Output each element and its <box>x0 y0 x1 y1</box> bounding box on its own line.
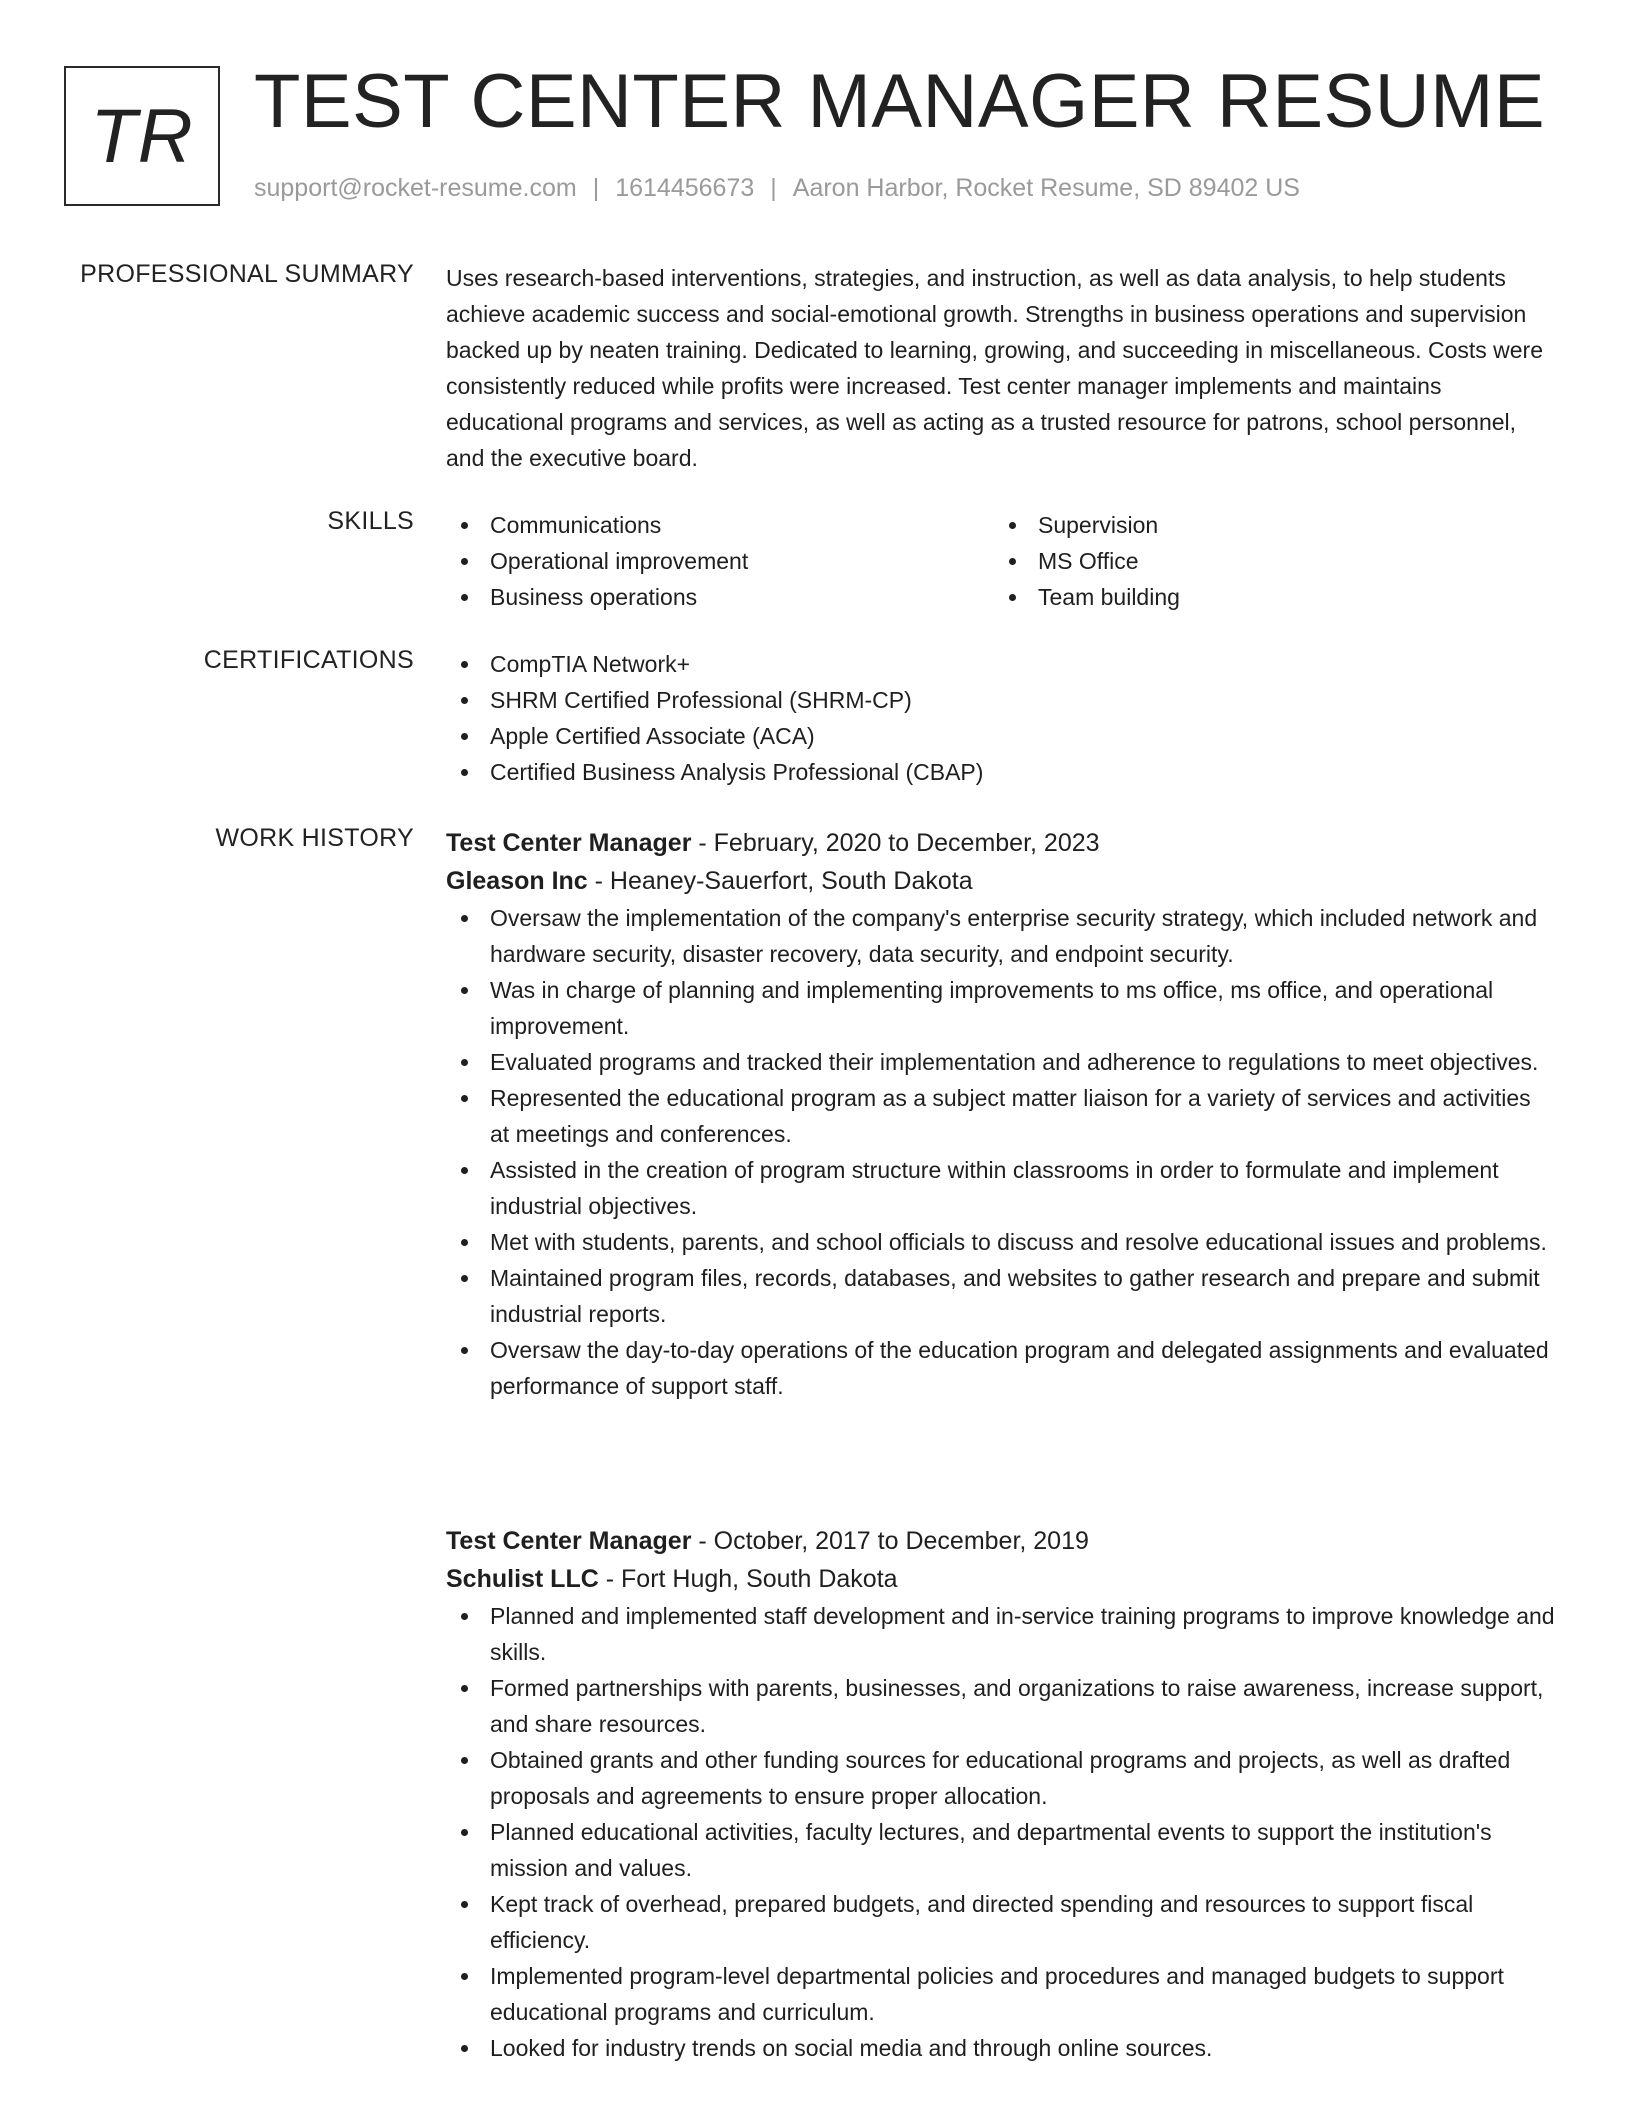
skills-column-right <box>994 507 1542 615</box>
summary-text: Uses research-based interventions, strategies, and instruction, as well as data analysis, to help students achieve academic success and social-emotional growth. Strengths in business operations and supervision backed up by neaten training. Dedicated to learning, growing, and succeeding in miscellaneous. Costs were consistently reduced while profits were increased. Test center manager implements and maintains educational programs and services, as well as acting as a trusted resource for patrons, school personnel, and the executive board. <box>446 265 1543 471</box>
list-item: Implemented program-level departmental policies and procedures and managed budgets to support educational programs and curriculum. <box>446 1958 1556 2030</box>
contact-separator: | <box>770 174 777 202</box>
list-item: Operational improvement <box>446 543 994 579</box>
job-title-line <box>446 824 1556 862</box>
job-company-line <box>446 1560 1556 1598</box>
job-bullets <box>446 900 1556 1404</box>
address: Aaron Harbor, Rocket Resume, SD 89402 US <box>792 174 1300 202</box>
list-item: Team building <box>994 579 1542 615</box>
job-location: - Heaney-Sauerfort, South Dakota <box>587 867 973 895</box>
contact-separator: | <box>592 174 600 202</box>
section-label-summary: PROFESSIONAL SUMMARY <box>80 260 414 288</box>
phone-number: 1614456673 <box>615 174 755 202</box>
list-item: Certified Business Analysis Professional (CBAP) <box>446 754 1556 790</box>
list-item: Apple Certified Associate (ACA) <box>446 718 1556 754</box>
job-title-line <box>446 1522 1556 1560</box>
page-title: TEST CENTER MANAGER RESUME <box>254 59 1546 144</box>
list-item: Evaluated programs and tracked their implementation and adherence to regulations to meet objectives. <box>446 1044 1556 1080</box>
list-item: Business operations <box>446 579 994 615</box>
job-entry <box>446 1522 1556 2066</box>
contact-line <box>254 174 1300 203</box>
section-label-skills: SKILLS <box>327 507 414 535</box>
list-item: Assisted in the creation of program structure within classrooms in order to formulate and implement industrial objectives. <box>446 1152 1556 1224</box>
list-item: Formed partnerships with parents, businesses, and organizations to raise awareness, increase support, and share resources. <box>446 1670 1556 1742</box>
list-item: Supervision <box>994 507 1542 543</box>
job-dates: - February, 2020 to December, 2023 <box>691 829 1100 857</box>
certifications-list <box>446 646 1556 790</box>
job-entry <box>446 824 1556 1404</box>
email-link[interactable]: support@rocket-resume.com <box>254 174 577 202</box>
list-item: Represented the educational program as a subject matter liaison for a variety of services and activities at meetings and conferences. <box>446 1080 1556 1152</box>
list-item: Oversaw the day-to-day operations of the education program and delegated assignments and evaluated performance of support staff. <box>446 1332 1556 1404</box>
list-item: Maintained program files, records, databases, and websites to gather research and prepare and submit industrial reports. <box>446 1260 1556 1332</box>
list-item: Obtained grants and other funding sources for educational programs and projects, as well as drafted proposals and agreements to ensure proper allocation. <box>446 1742 1556 1814</box>
section-label-work-history: WORK HISTORY <box>215 824 414 852</box>
list-item: MS Office <box>994 543 1542 579</box>
list-item: Oversaw the implementation of the company's enterprise security strategy, which included network and hardware security, disaster recovery, data security, and endpoint security. <box>446 900 1556 972</box>
skills-list <box>446 507 1556 615</box>
list-item: Met with students, parents, and school officials to discuss and resolve educational issues and problems. <box>446 1224 1556 1260</box>
list-item: Communications <box>446 507 994 543</box>
job-dates: - October, 2017 to December, 2019 <box>691 1527 1089 1555</box>
job-bullets <box>446 1598 1556 2066</box>
job-title: Test Center Manager <box>446 829 692 857</box>
list-item: Planned educational activities, faculty lectures, and departmental events to support the institution's mission and values. <box>446 1814 1556 1886</box>
list-item: Looked for industry trends on social media and through online sources. <box>446 2030 1556 2066</box>
list-item: SHRM Certified Professional (SHRM-CP) <box>446 682 1556 718</box>
monogram: TR <box>64 66 220 206</box>
list-item: Kept track of overhead, prepared budgets, and directed spending and resources to support fiscal efficiency. <box>446 1886 1556 1958</box>
job-company: Gleason Inc <box>446 867 588 895</box>
list-item: CompTIA Network+ <box>446 646 1556 682</box>
job-location: - Fort Hugh, South Dakota <box>598 1565 898 1593</box>
skills-column-left <box>446 507 994 615</box>
section-label-certifications: CERTIFICATIONS <box>203 646 414 674</box>
list-item: Was in charge of planning and implementing improvements to ms office, ms office, and operational improvement. <box>446 972 1556 1044</box>
job-company-line <box>446 862 1556 900</box>
list-item: Planned and implemented staff development and in-service training programs to improve knowledge and skills. <box>446 1598 1556 1670</box>
job-company: Schulist LLC <box>446 1565 599 1593</box>
job-title: Test Center Manager <box>446 1527 692 1555</box>
